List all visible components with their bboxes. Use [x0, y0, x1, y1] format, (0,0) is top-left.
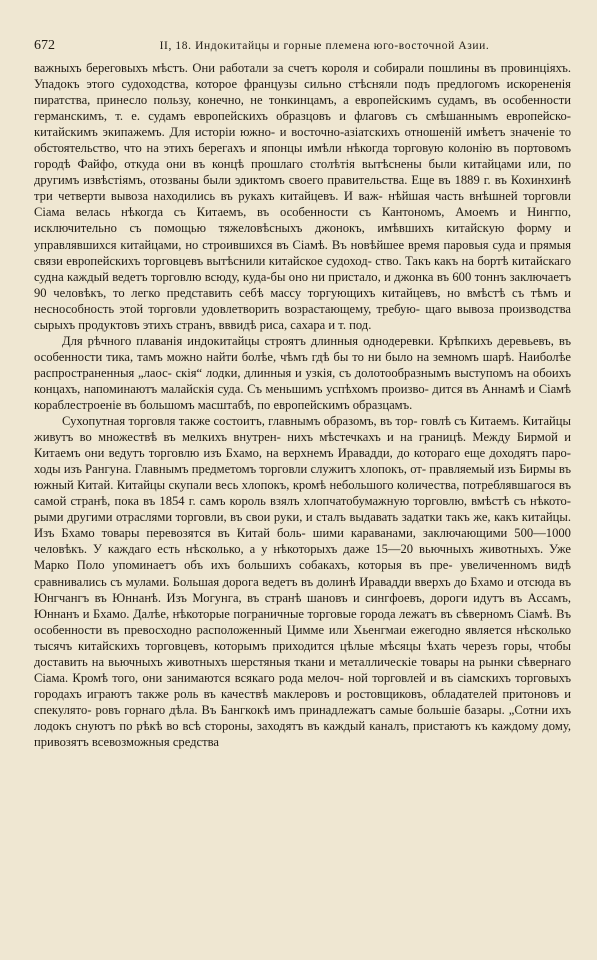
text-line: скія“ лодки, длинныя и узкія, съ долотообразнымъ выступомъ на обоихъ — [175, 365, 571, 380]
text-line: ство. Такъ какъ на бортѣ китайскаго судна каждый ведетъ торговлю всюду, — [34, 253, 571, 284]
text-line: рынки сѣвернаго Сіама. Кромѣ того, они занимаются всякаго рода мелоч- — [34, 654, 572, 685]
text-line: рыми другими отраслями торговли, въ свои руки, и сталъ выдавать задатки — [34, 510, 446, 525]
text-line: концѣ прошлаго столѣтія вытѣснены были китайцами или, по другимъ — [34, 157, 571, 188]
text-line: или Хьенгмаи ежегодно является нѣсколько тысячъ китайскихъ торговцевъ, — [34, 622, 571, 653]
text-line: ровъ горнаго дѣла. Въ Бангкокѣ имъ принадлежатъ самые большіе базары. — [95, 702, 509, 717]
text-line: тяжеловѣсныхъ джонокъ, имѣвшихъ китайскую форму и управлявшихся — [34, 221, 571, 252]
text-line: Сухопутная торговля также состоитъ, главнымъ образомъ, въ тор- — [62, 414, 421, 429]
text-line: въ сѣверномъ Сіамѣ. Въ особенности въ превосходно расположенный Цимме — [34, 606, 572, 637]
text-line: сахара и т. под. — [290, 317, 372, 332]
text-line: куда-бы оно ни пристало, и джонка въ 600 тоннъ заключаетъ 90 человѣкъ, — [34, 269, 572, 300]
text-line: то легко представить себѣ массу торгующихъ китайцевъ, но вмѣстѣ съ — [113, 285, 531, 300]
text-line: „Сотни ихъ лодокъ снуютъ по рѣкѣ во всѣ стороны, заходятъ въ каждый — [34, 702, 571, 733]
paragraph — [34, 60, 571, 333]
text-line: дится въ Аннамѣ и Сіамѣ кораблестроеніе въ большомъ масштабѣ, по — [34, 381, 571, 412]
text-line: шими караванами, заключающими 500—1000 человѣкъ. У каждаго есть — [34, 526, 571, 557]
text-line: извѣстіямъ, отозваны были эдиктомъ своего правительства. Еще въ 1889 г. — [83, 173, 495, 188]
text-line: китайцами, но строившихся въ Сіамѣ. Въ новѣйшее время паровыя суда — [120, 237, 520, 252]
paragraph — [34, 333, 571, 413]
text-line: важныхъ береговыхъ мѣстъ. Они работали за счетъ короля и собирали — [34, 61, 429, 75]
text-line: гдѣ бы то ни было на земномъ шарѣ. Наиболѣе распространенныя „лаос- — [34, 349, 571, 380]
text-line: т. е. судамъ европейскихъ образцовъ и флаговъ съ смѣшаннымъ европейско- — [115, 109, 571, 124]
text-line: европейскимъ образцамъ. — [273, 397, 413, 412]
text-line: ходы изъ Рангуна. Главнымъ предметомъ торговли служитъ хлопокъ, от- — [34, 462, 430, 477]
running-title: II, 18. Индокитайцы и горные племена юго-восточной Азии. — [159, 40, 490, 52]
text-line: особенности съ Кантономъ, Амоемъ и Нингпо, исключительно съ помощью — [34, 205, 571, 236]
text-line: кромѣ небольшого количества, потреблявшагося въ самой странѣ, пока въ — [34, 478, 572, 509]
text-line: Юннанъ и Бхамо. Далѣе, нѣкоторые пограничные торговые города лежатъ — [34, 606, 441, 621]
text-line: увеличенномъ видѣ сравнивались съ мулами. Большая дорога ведетъ въ — [34, 558, 571, 589]
paragraph — [34, 413, 571, 750]
text-line: каналъ, пристаютъ къ каждому дому, привозятъ всевозможныя средства — [34, 718, 571, 749]
text-line: говлѣ съ Китаемъ. Китайцы живутъ во множествѣ въ мелкихъ внутрен- — [34, 414, 571, 445]
text-line: китайскимъ экипажемъ. Для исторіи южно- и восточно-азіатскихъ отношеній — [34, 125, 467, 140]
text-line: нѣсколько, а у нѣкоторыхъ даже 15—20 вьючныхъ животныхъ. Уже — [185, 542, 571, 557]
text-line: Для рѣчного плаванія индокитайцы строятъ длинныя однодеревки. — [62, 333, 439, 348]
text-line: концахъ, напоминаютъ малайскія суда. Съ меньшимъ успѣхомъ произво- — [34, 381, 433, 396]
text-line: имѣетъ значеніе то обстоятельство, что на этихъ берегахъ и японцы имѣли — [34, 125, 571, 156]
text-line: и прямыя связи европейскихъ торговцевъ вытѣснили китайское судоход- — [34, 237, 571, 268]
text-line: 1854 г. самъ король взялъ хлопчатобумажную торговлю, вмѣстѣ съ нѣкото- — [159, 494, 571, 509]
text-line: нѣкогда торговую колонію въ портовомъ городѣ Файфо, откуда они въ — [34, 141, 571, 172]
text-line: нихъ мѣстечкахъ и на границѣ. Между Бирмой и Китаемъ они ведутъ — [34, 430, 571, 461]
text-line: Марко Поло упоминаетъ объ ихъ большихъ собакахъ, которыя въ пре- — [34, 558, 461, 573]
text-line: на вьючныхъ животныхъ шерстяныя ткани и металлическіе товары на — [91, 654, 479, 669]
page-number: 672 — [34, 38, 55, 53]
body-text — [34, 60, 571, 750]
text-line: правляемый изъ Бирмы въ южный Китай. Китайцы скупали весь хлопокъ, — [34, 462, 571, 493]
text-line: торговлю изъ Бхамо, на верхнемъ Иравадди, до котораго еще доходятъ паро- — [148, 446, 571, 461]
text-line: качествѣ маклеровъ и ростовщиковъ, обладателей притоновъ и спекулято- — [34, 686, 571, 717]
text-line: щаго вывоза производства сырыхъ продуктовъ этихъ странъ, вввидѣ риса, — [34, 301, 572, 332]
text-line: такъ же, какъ китайцы. Изъ Бхамо товары перевозятся въ Китай боль- — [34, 510, 571, 541]
text-line: пошлины въ провинціяхъ. Упадокъ этого судоходства, которое французы — [34, 61, 571, 92]
text-line: конечно, не тонкинцамъ, а европейскимъ судамъ, въ особенности германскимъ, — [34, 93, 572, 124]
text-line: Изъ Могунга, въ странѣ шановъ и сингфоевъ, дороги идутъ въ Ассамъ, — [166, 590, 571, 605]
text-line: долинѣ Иравадди вверхъ до Бхамо и отсюда въ Юнгчангъ въ Юннанѣ. — [34, 574, 571, 605]
text-line: сильно стѣсняли подъ предлогомъ искорененія пиратства, принесло пользу, — [34, 77, 571, 108]
text-line: ной торговлей и въ сіамскихъ торговыхъ городахъ играютъ также роль въ — [34, 670, 572, 701]
text-line: которымъ приходится цѣлые мѣсяцы ѣхать черезъ горы, чтобы доставить — [34, 638, 571, 669]
text-line: нѣйшая часть внѣшней торговли Сіама велась нѣкогда съ Китаемъ, въ — [34, 189, 571, 220]
text-line: въ Кохинхинѣ три четверти вывоза находились въ рукахъ китайцевъ. И важ- — [34, 173, 571, 204]
page-header — [34, 38, 571, 54]
text-line: Крѣпкихъ деревьевъ, въ особенности тика, тамъ можно найти болѣе, чѣмъ — [34, 333, 571, 364]
text-line: тѣмъ и неснособность этой торговли удовлетворить возрастающему, требую- — [34, 285, 571, 316]
